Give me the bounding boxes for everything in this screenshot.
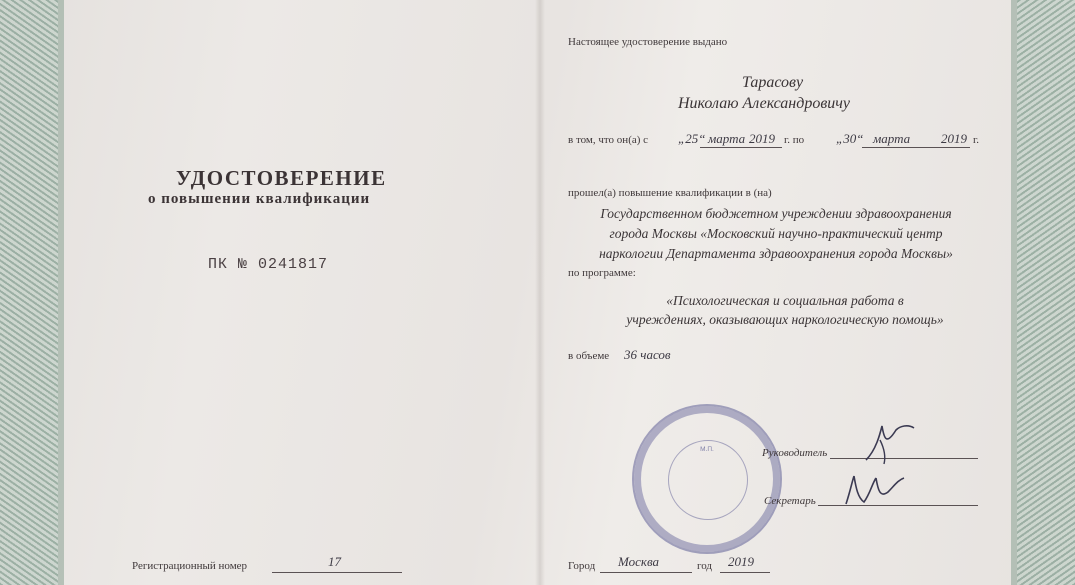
city-label: Город: [568, 560, 596, 572]
issued-to-label: Настоящее удостоверение выдано: [568, 36, 728, 48]
volume-value: 36 часов: [624, 347, 671, 362]
period-to-month: марта: [873, 131, 911, 146]
registration-underline: [272, 572, 402, 573]
recipient-surname: Тарасову: [742, 74, 804, 91]
program-line-2: учреждениях, оказывающих наркологическую помощь»: [626, 312, 944, 327]
center-fold: [535, 0, 545, 585]
to-month-underline: [862, 147, 970, 148]
certificate-subtitle: о повышении квалификации: [148, 191, 371, 207]
period-to-day: „30“: [836, 131, 864, 146]
city-underline: [600, 572, 692, 573]
period-suffix: г.: [973, 134, 980, 146]
volume-label: в объеме: [568, 350, 610, 362]
official-stamp: [632, 404, 782, 554]
from-month-underline: [700, 147, 782, 148]
secretary-label: Секретарь: [764, 495, 816, 507]
period-from-month: марта: [708, 131, 746, 146]
year-underline: [720, 572, 770, 573]
stamp-mp-label: М.П.: [700, 446, 714, 453]
head-label: Руководитель: [762, 447, 828, 459]
period-from-year: 2019: [749, 131, 775, 146]
period-from-day: „25“: [678, 131, 706, 146]
organization-line-2: города Москвы «Московский научно-практический центр: [609, 226, 943, 241]
registration-label: Регистрационный номер: [132, 560, 248, 572]
secretary-signature: [840, 468, 910, 512]
organization-line-3: наркологии Департамента здравоохранения города Москвы»: [599, 246, 953, 261]
period-prefix: в том, что он(а) с: [568, 134, 649, 146]
certificate-title: УДОСТОВЕРЕНИЕ: [176, 166, 387, 190]
serial-number: ПК № 0241817: [208, 256, 329, 273]
program-line-1: «Психологическая и социальная работа в: [666, 293, 904, 308]
left-ornament-border: [0, 0, 58, 585]
period-to-year: 2019: [941, 131, 967, 146]
year-label: год: [697, 560, 713, 572]
organization-line-1: Государственном бюджетном учреждении здравоохранения: [600, 206, 952, 221]
program-label: по программе:: [568, 267, 636, 279]
period-mid: г. по: [784, 134, 805, 146]
recipient-given-names: Николаю Александровичу: [678, 95, 851, 112]
year-value: 2019: [728, 554, 754, 569]
city-value: Москва: [618, 554, 660, 569]
registration-number: 17: [328, 554, 341, 569]
right-ornament-border: [1017, 0, 1075, 585]
head-signature: [858, 420, 918, 468]
completed-label: прошел(а) повышение квалификации в (на): [568, 187, 772, 199]
